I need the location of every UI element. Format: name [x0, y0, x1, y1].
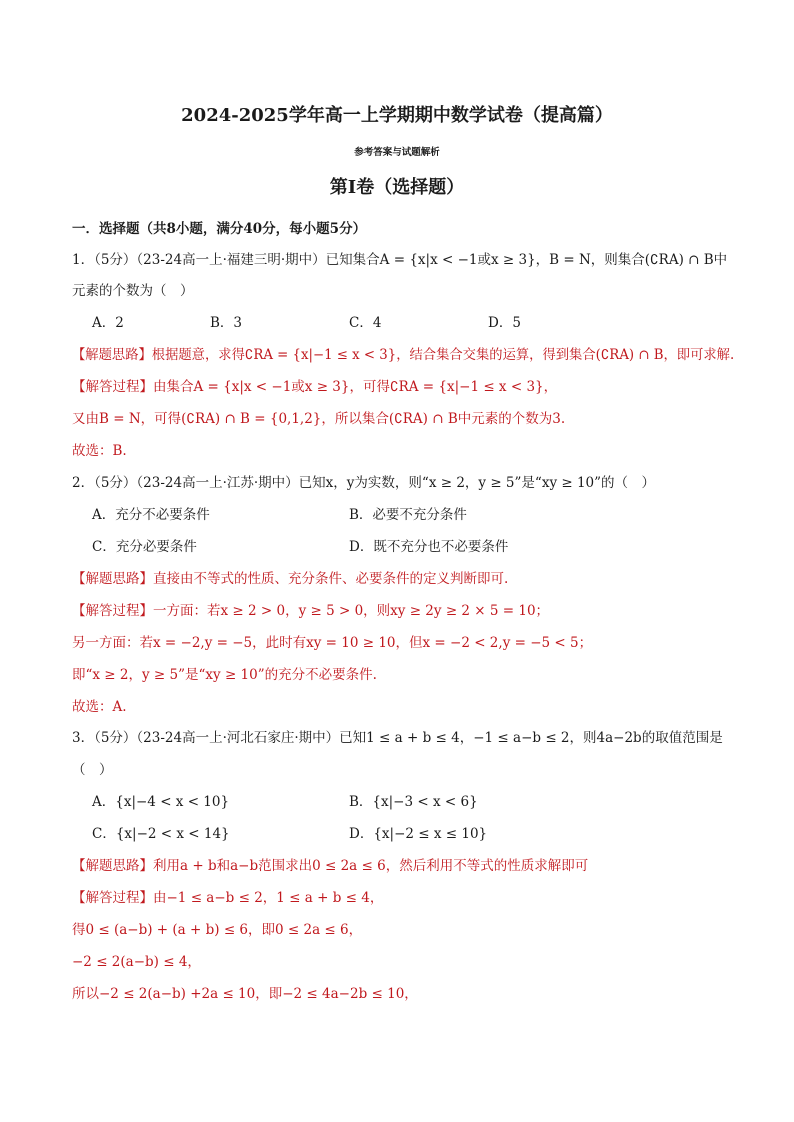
q2-solution-idea: 【解题思路】直接由不等式的性质、充分条件、必要条件的定义判断即可. — [72, 571, 509, 587]
q2-option-d: D．既不充分也不必要条件 — [349, 539, 509, 555]
q2-option-b: B．必要不充分条件 — [349, 507, 467, 523]
q3-solution-process-1: 【解答过程】由−1 ≤ a−b ≤ 2，1 ≤ a + b ≤ 4， — [72, 890, 384, 906]
q2-stem-line1: 2．（5分）（23-24高一上·江苏·期中）已知x，y为实数，则“x ≥ 2，y ≥ 5”是“xy ≥ 10”的（ ） — [72, 475, 656, 491]
q3-solution-process-4: 所以−2 ≤ 2(a−b) +2a ≤ 10，即−2 ≤ 4a−2b ≤ 10， — [72, 986, 418, 1002]
q1-option-b: B．3 — [210, 315, 243, 331]
q1-solution-process-1: 【解答过程】由集合A = {x|x < −1或x ≥ 3}，可得∁RA = {x|−1 ≤ x < 3}， — [72, 379, 558, 395]
volume-heading: 第Ⅰ卷（选择题） — [329, 177, 465, 198]
q1-stem-line2: 元素的个数为（ ） — [72, 283, 194, 299]
q2-solution-process-3: 即“x ≥ 2，y ≥ 5”是“xy ≥ 10”的充分不必要条件. — [72, 667, 377, 683]
q3-option-c: C．{x|−2 < x < 14} — [92, 826, 230, 842]
q1-stem-line1: 1．（5分）（23-24高一上·福建三明·期中）已知集合A = {x|x < −1或x ≥ 3}，B = N，则集合(∁RA) ∩ B中 — [72, 252, 728, 268]
q2-answer: 故选：A. — [72, 699, 127, 715]
q1-option-c: C．4 — [349, 315, 382, 331]
q1-answer: 故选：B. — [72, 443, 127, 459]
q3-solution-process-2: 得0 ≤ (a−b) + (a + b) ≤ 6，即0 ≤ 2a ≤ 6， — [72, 922, 363, 938]
q3-option-d: D．{x|−2 ≤ x ≤ 10} — [349, 826, 488, 842]
document-subtitle: 参考答案与试题解析 — [354, 147, 440, 158]
q2-solution-process-2: 另一方面：若x = −2,y = −5，此时有xy = 10 ≥ 10，但x = −2 < 2,y = −5 < 5； — [72, 635, 593, 651]
q2-option-a: A．充分不必要条件 — [92, 507, 210, 523]
q2-option-c: C．充分必要条件 — [92, 539, 197, 555]
section-heading: 一．选择题（共8小题，满分40分，每小题5分） — [72, 221, 367, 237]
q1-option-d: D．5 — [488, 315, 521, 331]
q3-solution-idea: 【解题思路】利用a + b和a−b范围求出0 ≤ 2a ≤ 6，然后利用不等式的性质求解即可 — [72, 858, 589, 874]
q3-stem-line1: 3．（5分）（23-24高一上·河北石家庄·期中）已知1 ≤ a + b ≤ 4，−1 ≤ a−b ≤ 2，则4a−2b的取值范围是 — [72, 730, 723, 746]
q3-option-b: B．{x|−3 < x < 6} — [349, 794, 478, 810]
q1-solution-process-2: 又由B = N，可得(∁RA) ∩ B = {0,1,2}，所以集合(∁RA) ∩ B中元素的个数为3. — [72, 411, 566, 427]
q3-option-a: A．{x|−4 < x < 10} — [92, 794, 230, 810]
q2-solution-process-1: 【解答过程】一方面：若x ≥ 2 > 0，y ≥ 5 > 0，则xy ≥ 2y ≥ 2 × 5 = 10； — [72, 603, 550, 619]
q1-option-a: A．2 — [92, 315, 124, 331]
q1-solution-idea: 【解题思路】根据题意，求得∁RA = {x|−1 ≤ x < 3}，结合集合交集的运算，得到集合(∁RA) ∩ B，即可求解. — [72, 347, 735, 363]
q3-stem-line2: （ ） — [72, 762, 113, 778]
q3-solution-process-3: −2 ≤ 2(a−b) ≤ 4， — [72, 954, 201, 970]
document-title: 2024-2025学年高一上学期期中数学试卷（提高篇） — [181, 105, 613, 126]
